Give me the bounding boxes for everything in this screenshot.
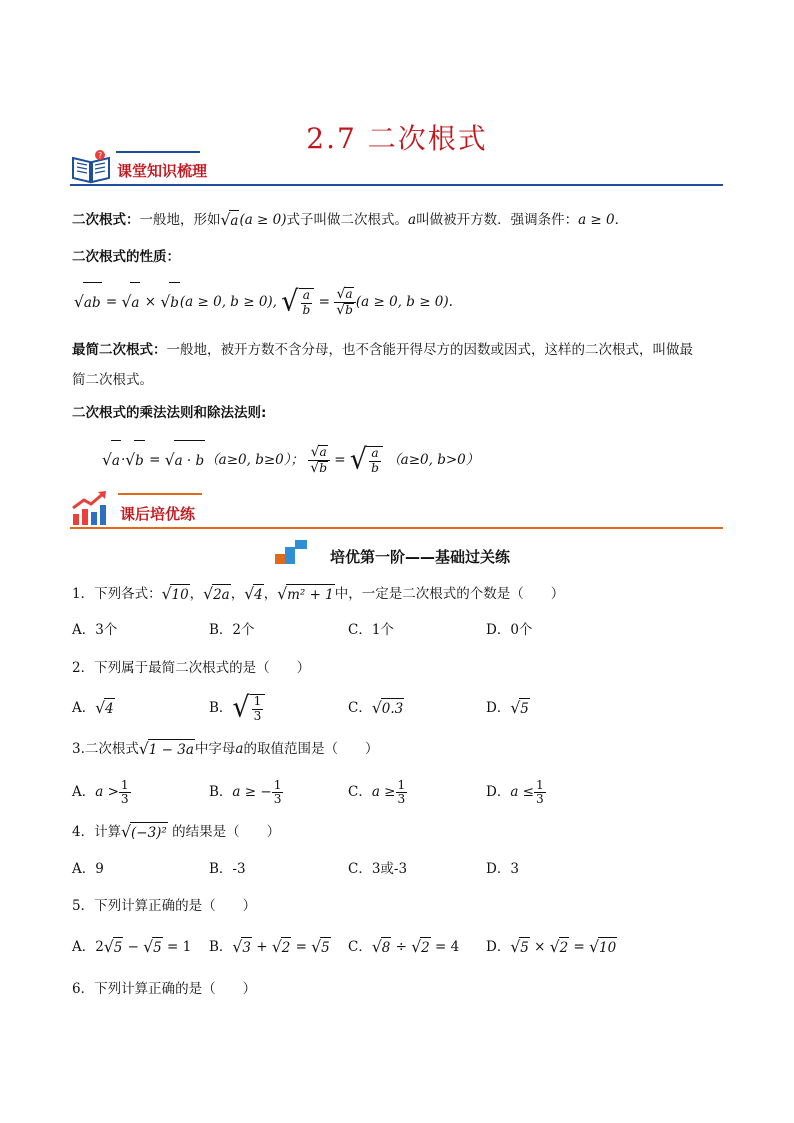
q5-option-a: A．2√5 − √5 = 1 (72, 938, 192, 956)
book-icon (70, 148, 112, 184)
q4-option-a: A．9 (72, 861, 104, 877)
q2-option-c: C．√0.3 (348, 699, 404, 717)
q3-option-d: D．a ≤ $\frac{1}{3}$ (486, 777, 544, 806)
growth-chart-icon (70, 488, 110, 528)
q1-option-b: B．2个 (209, 622, 255, 638)
definition-head: 二次根式： (72, 212, 140, 228)
simplest-head: 最简二次根式： (72, 342, 167, 358)
q3-option-a: A．a > $\frac{1}{3}$ (72, 777, 129, 806)
question-5-stem: 5．下列计算正确的是（ ） (72, 898, 257, 914)
definition-end: ． (614, 212, 629, 228)
q2-option-b: B． √ $\frac{1}{3}$ (209, 690, 265, 726)
q5-option-b: B．√3 + √2 = √5 (209, 938, 330, 956)
section-banner-knowledge (70, 148, 723, 190)
simplest-text: 一般地，被开方数不含分母，也不含能开得尽方的因数或因式，这样的二次根式，叫做最 (166, 342, 693, 358)
simplest-line-1 (72, 340, 693, 360)
section-label-practice: 课后培优练 (120, 505, 196, 523)
definition-text-3: 叫做被开方数．强调条件： (416, 212, 579, 228)
q4-option-d: D．3 (486, 861, 519, 877)
q1-option-a: A．3个 (72, 622, 118, 638)
definition-condition: (a ≥ 0) (239, 212, 287, 228)
properties-formula: √ab = √a × √b(a ≥ 0, b ≥ 0), √ $\frac{a}{b}$ = $\frac{√a}{√b}$ (a ≥ 0, b ≥ 0). (74, 282, 453, 323)
question-2-stem: 2．下列属于最简二次根式的是（ ） (72, 660, 311, 676)
sqrt-a: √a (220, 211, 239, 229)
q3-option-c: C．a ≥ $\frac{1}{3}$ (348, 777, 406, 806)
q2-option-d: D．√5 (486, 699, 529, 717)
rules-formula: √a·√b = √a · b（a≥0, b≥0）； $\frac{√a}{√b}$ = √ $\frac{a}{b}$ （a≥0, b>0） (102, 440, 479, 481)
q4-option-c: C．3或-3 (348, 861, 408, 877)
q1-option-c: C．1个 (348, 622, 394, 638)
definition-condition-2: a ≥ 0 (578, 212, 615, 228)
properties-head: 二次根式的性质： (72, 249, 180, 265)
section-banner-practice (70, 488, 723, 532)
definition-text: 一般地，形如 (139, 212, 221, 228)
section-label-knowledge: 课堂知识梳理 (117, 162, 208, 180)
q3-option-b: B．a ≥ − $\frac{1}{3}$ (209, 777, 282, 806)
question-4-stem: 4．计算√(−3)² 的结果是（ ） (72, 823, 281, 841)
question-1-stem: 1．下列各式：√10，√2a，√4，√m² + 1中，一定是二次根式的个数是（ ） (72, 585, 565, 603)
definition-text-2: 式子叫做二次根式。 (286, 212, 409, 228)
simplest-line-2: 简二次根式。 (72, 372, 153, 388)
q5-option-d: D．√5 × √2 = √10 (486, 938, 617, 956)
question-3-stem: 3.二次根式√1 − 3a中字母a的取值范围是（ ） (72, 740, 379, 758)
variable-a: a (408, 212, 417, 228)
q4-option-b: B．-3 (209, 861, 246, 877)
q5-option-c: C．√8 ÷ √2 = 4 (348, 938, 460, 956)
page-title: 2.7 二次根式 (306, 121, 488, 155)
q1-option-d: D．0个 (486, 622, 533, 638)
rules-head: 二次根式的乘法法则和除法法则: (72, 405, 267, 421)
question-6-stem: 6．下列计算正确的是（ ） (72, 981, 257, 997)
svg-text:?: ? (98, 151, 103, 160)
q2-option-a: A．√4 (72, 699, 114, 717)
practice-subtitle: 培优第一阶——基础过关练 (329, 548, 510, 566)
definition-line (72, 210, 628, 231)
